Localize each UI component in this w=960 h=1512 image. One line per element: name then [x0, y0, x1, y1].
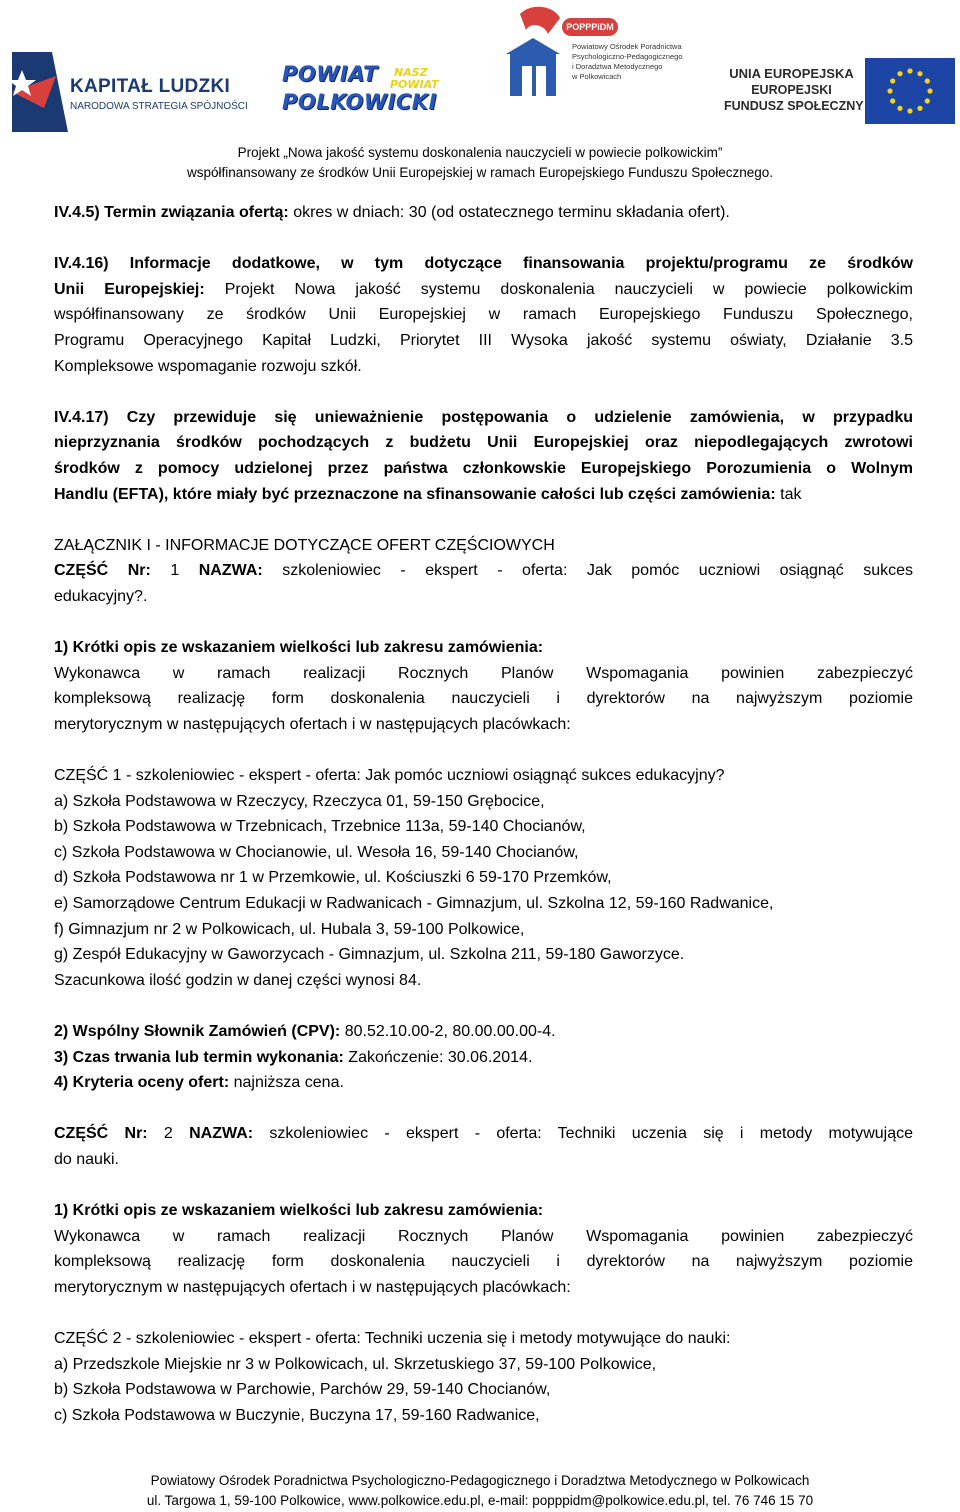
list-item: a) Przedszkole Miejskie nr 3 w Polkowicach, ul. Skrzetuskiego 37, 59-100 Polkowice, [54, 1355, 657, 1373]
powiat-polkowicki-logo [278, 62, 438, 122]
powiat-line1: POWIAT [282, 62, 378, 86]
document-body: IV.4.5) Termin związania ofertą: okres w dniach: 30 (od ostatecznego terminu składania ofert). IV.4.16) Informacje dodatkowe, w tym dotyczące finansowania projektu/programu ze środków Unii Europejskiej: Projekt Nowa jakość systemu doskonalenia nauczycieli w powiecie polkowickim współfinansowany ze środków Unii Europejskiej w ramach Europejskiego Funduszu Społecznego, Programu Operacyjnego Kapitał Ludzki, Priorytet III Wysoka jakość systemu oświaty, Działanie 3.5 Kompleksowe wspomaganie rozwoju szkół. IV.4.17) Czy przewiduje się unieważnienie postępowania o udzielenie zamówienia, w przypadku nieprzyznania środków pochodzących z budżetu Unii Europejskiej oraz niepodlegających zwrotowi środków z pomocy udzielonej przez państwa członkowskie Europejskiego Porozumienia o Wolnym Handlu (EFTA), które miały być przeznaczone na sfinansowanie całości lub części zamówienia: tak ZAŁĄCZNIK I - INFORMACJE DOTYCZĄCE OFERT CZĘŚCIOWYCH CZĘŚĆ Nr: 1 NAZWA: szkoleniowiec - ekspert - oferta: Jak pomóc uczniowi osiągnąć sukces edukacyjny?. 1) Krótki opis ze wskazaniem wielkości lub zakresu zamówienia: Wykonawca w ramach realizacji Rocznych Planów Wspomagania powinien zabezpieczyć kompleksową realizację form doskonalenia nauczycieli i dyrektorów na najwyższym poziomie merytorycznym w następujących ofertach i w następujących placówkach: CZĘŚĆ 1 - szkoleniowiec - ekspert - oferta: Jak pomóc uczniowi osiągnąć sukces edukacyjny? a) Szkoła Podstawowa w Rzeczycy, Rzeczyca 01, 59-150 Grębocice, b) Szkoła Podstawowa w Trzebnicach, Trzebnice 113a, 59-140 Chocianów, c) Szkoła Podstawowa w Chocianowie, ul. Wesoła 16, 59-140 Chocianów, d) Szkoła Podstawowa nr 1 w Przemkowie, ul. Kościuszki 6 59-170 Przemków, e) Samorządowe Centrum Edukacji w Radwanicach - Gimnazjum, ul. Szkolna 12, 59-160 Radwanice, f) Gimnazjum nr 2 w Polkowicach, ul. Hubala 3, 59-100 Polkowice, g) Zespół Edukacyjny w Gaworzycach - Gimnazjum, ul. Szkolna 211, 59-180 Gaworzyce. Szacunkowa ilość godzin w danej części wynosi 84. 2) Wspólny Słownik Zamówień (CPV): 80.52.10.00-2, 80.00.00.00-4. 3) Czas trwania lub termin wykonania: Zakończenie: 30.06.2014. 4) Kryteria oceny ofert: najniższa cena. CZĘŚĆ Nr: 2 NAZWA: szkoleniowiec - ekspert - oferta: Techniki uczenia się i metody motywujące do nauki. 1) Krótki opis ze wskazaniem wielkości lub zakresu zamówienia: Wykonawca w ramach realizacji Rocznych Planów Wspomagania powinien zabezpieczyć kompleksową realizację form doskonalenia nauczycieli i dyrektorów na najwyższym poziomie merytorycznym w następujących ofertach i w następujących placówkach: CZĘŚĆ 2 - szkoleniowiec - ekspert - oferta: Techniki uczenia się i metody motywujące do nauki: a) Przedszkole Miejskie nr 3 w Polkowicach, ul. Skrzetuskiego 37, 59-100 Polkowice, b) Szkoła Podstawowa w Parchowie, Parchów 29, 59-140 Chocianów, c) Szkoła Podstawowa w Buczynie, Buczyna 17, 59-160 Radwanice, [54, 200, 913, 1429]
section-iv416: IV.4.16) Informacje dodatkowe, w tym dotyczące finansowania projektu/programu ze środków Unii Europejskiej: Projekt Nowa jakość systemu doskonalenia nauczycieli w powiecie polkowickim współfinansowany ze środków Unii Europejskiej w ramach Europejskiego Funduszu Społecznego, Programu Operacyjnego Kapitał Ludzki, Priorytet III Wysoka jakość systemu oświaty, Działanie 3.5 Kompleksowe wspomaganie rozwoju szkół. [54, 255, 913, 375]
attachment-heading: ZAŁĄCZNIK I - INFORMACJE DOTYCZĄCE OFERT CZĘŚCIOWYCH [54, 536, 555, 554]
eu-line3: FUNDUSZ SPOŁECZNY [724, 99, 864, 113]
list-item: c) Szkoła Podstawowa w Buczynie, Buczyna 17, 59-160 Radwanice, [54, 1406, 540, 1424]
popppidm-description: Powiatowy Ośrodek Poradnictwa Psychologiczno-Pedagogicznego i Doradztwa Metodycznego w Polkowicach [572, 42, 683, 81]
part1-cpv: 2) Wspólny Słownik Zamówień (CPV): 80.52.10.00-2, 80.00.00.00-4. [54, 1023, 556, 1040]
section-iv417: IV.4.17) Czy przewiduje się unieważnienie postępowania o udzielenie zamówienia, w przypadku nieprzyznania środków pochodzących z budżetu Unii Europejskiej oraz niepodlegających zwrotowi środków z pomocy udzielonej przez państwa członkowskie Europejskiego Porozumienia o Wolnym Handlu (EFTA), które miały być przeznaczone na sfinansowanie całości lub części zamówienia: tak [54, 408, 913, 503]
list-item: b) Szkoła Podstawowa w Parchowie, Parchów 29, 59-140 Chocianów, [54, 1381, 551, 1399]
list-item: a) Szkoła Podstawowa w Rzeczycy, Rzeczyca 01, 59-150 Grębocice, [54, 792, 545, 810]
project-line1: Projekt „Nowa jakość systemu doskonalenia nauczycieli w powiecie polkowickim” [237, 145, 723, 160]
part2-heading: CZĘŚĆ Nr: 2 NAZWA: szkoleniowiec - ekspert - oferta: Techniki uczenia się i metody motywujące [54, 1125, 913, 1143]
footer-line1: Powiatowy Ośrodek Poradnictwa Psychologiczno-Pedagogicznego i Doradztwa Metodycznego w Polkowicach [150, 1473, 810, 1488]
part1-heading: CZĘŚĆ Nr: 1 NAZWA: szkoleniowiec - ekspert - oferta: Jak pomóc uczniowi osiągnąć sukces [54, 562, 913, 580]
part2-desc-label: 1) Krótki opis ze wskazaniem wielkości lub zakresu zamówienia: [54, 1202, 544, 1220]
list-item: e) Samorządowe Centrum Edukacji w Radwanicach - Gimnazjum, ul. Szkolna 12, 59-160 Radwanice, [54, 895, 774, 913]
list-item: c) Szkoła Podstawowa w Chocianowie, ul. Wesoła 16, 59-140 Chocianów, [54, 843, 579, 861]
part1-title: CZĘŚĆ 1 - szkoleniowiec - ekspert - oferta: Jak pomóc uczniowi osiągnąć sukces edukacyjny? [54, 767, 725, 785]
section-iv45: IV.4.5) Termin związania ofertą: okres w dniach: 30 (od ostatecznego terminu składania ofert). [54, 204, 730, 221]
powiat-line2: POLKOWICKI [282, 90, 437, 114]
eu-logo [724, 58, 954, 124]
part1-hours: Szacunkowa ilość godzin w danej części wynosi 84. [54, 971, 422, 989]
eu-flag-icon [865, 58, 955, 124]
part1-desc-label: 1) Krótki opis ze wskazaniem wielkości lub zakresu zamówienia: [54, 639, 544, 657]
eu-line1: UNIA EUROPEJSKA [729, 66, 854, 81]
part1-term: 3) Czas trwania lub termin wykonania: Zakończenie: 30.06.2014. [54, 1048, 533, 1066]
kapital-ludzki-logo [12, 52, 252, 132]
list-item: f) Gimnazjum nr 2 w Polkowicach, ul. Hubala 3, 59-100 Polkowice, [54, 920, 525, 938]
kapital-ludzki-title: KAPITAŁ LUDZKI [70, 76, 231, 97]
page-header [0, 0, 960, 190]
popppidm-emblem-icon [500, 4, 570, 114]
powiat-slogan2: POWIAT [390, 78, 439, 91]
project-line2: współfinansowany ze środków Unii Europejskiej w ramach Europejskiego Funduszu Społecznego. [186, 165, 774, 180]
list-item: g) Zespół Edukacyjny w Gaworzycach - Gimnazjum, ul. Szkolna 211, 59-180 Gaworzyce. [54, 946, 685, 964]
kapital-ludzki-subtitle: NARODOWA STRATEGIA SPÓJNOŚCI [70, 101, 248, 112]
kapital-ludzki-emblem-icon [12, 52, 68, 132]
powiat-slogan1: NASZ [394, 66, 428, 79]
footer-line2: ul. Targowa 1, 59-100 Polkowice, www.polkowice.edu.pl, e-mail: popppidm@polkowice.edu.pl, tel. 76 746 15 70 [146, 1493, 814, 1508]
eu-line2: EUROPEJSKI [751, 83, 832, 97]
popppidm-badge: POPPPiDM [562, 18, 618, 36]
part2-title: CZĘŚĆ 2 - szkoleniowiec - ekspert - oferta: Techniki uczenia się i metody motywujące do nauki: [54, 1330, 731, 1348]
list-item: d) Szkoła Podstawowa nr 1 w Przemkowie, ul. Kościuszki 6 59-170 Przemków, [54, 869, 612, 887]
list-item: b) Szkoła Podstawowa w Trzebnicach, Trzebnice 113a, 59-140 Chocianów, [54, 818, 586, 836]
popppidm-logo [500, 4, 683, 116]
part1-criteria: 4) Kryteria oceny ofert: najniższa cena. [54, 1074, 344, 1092]
